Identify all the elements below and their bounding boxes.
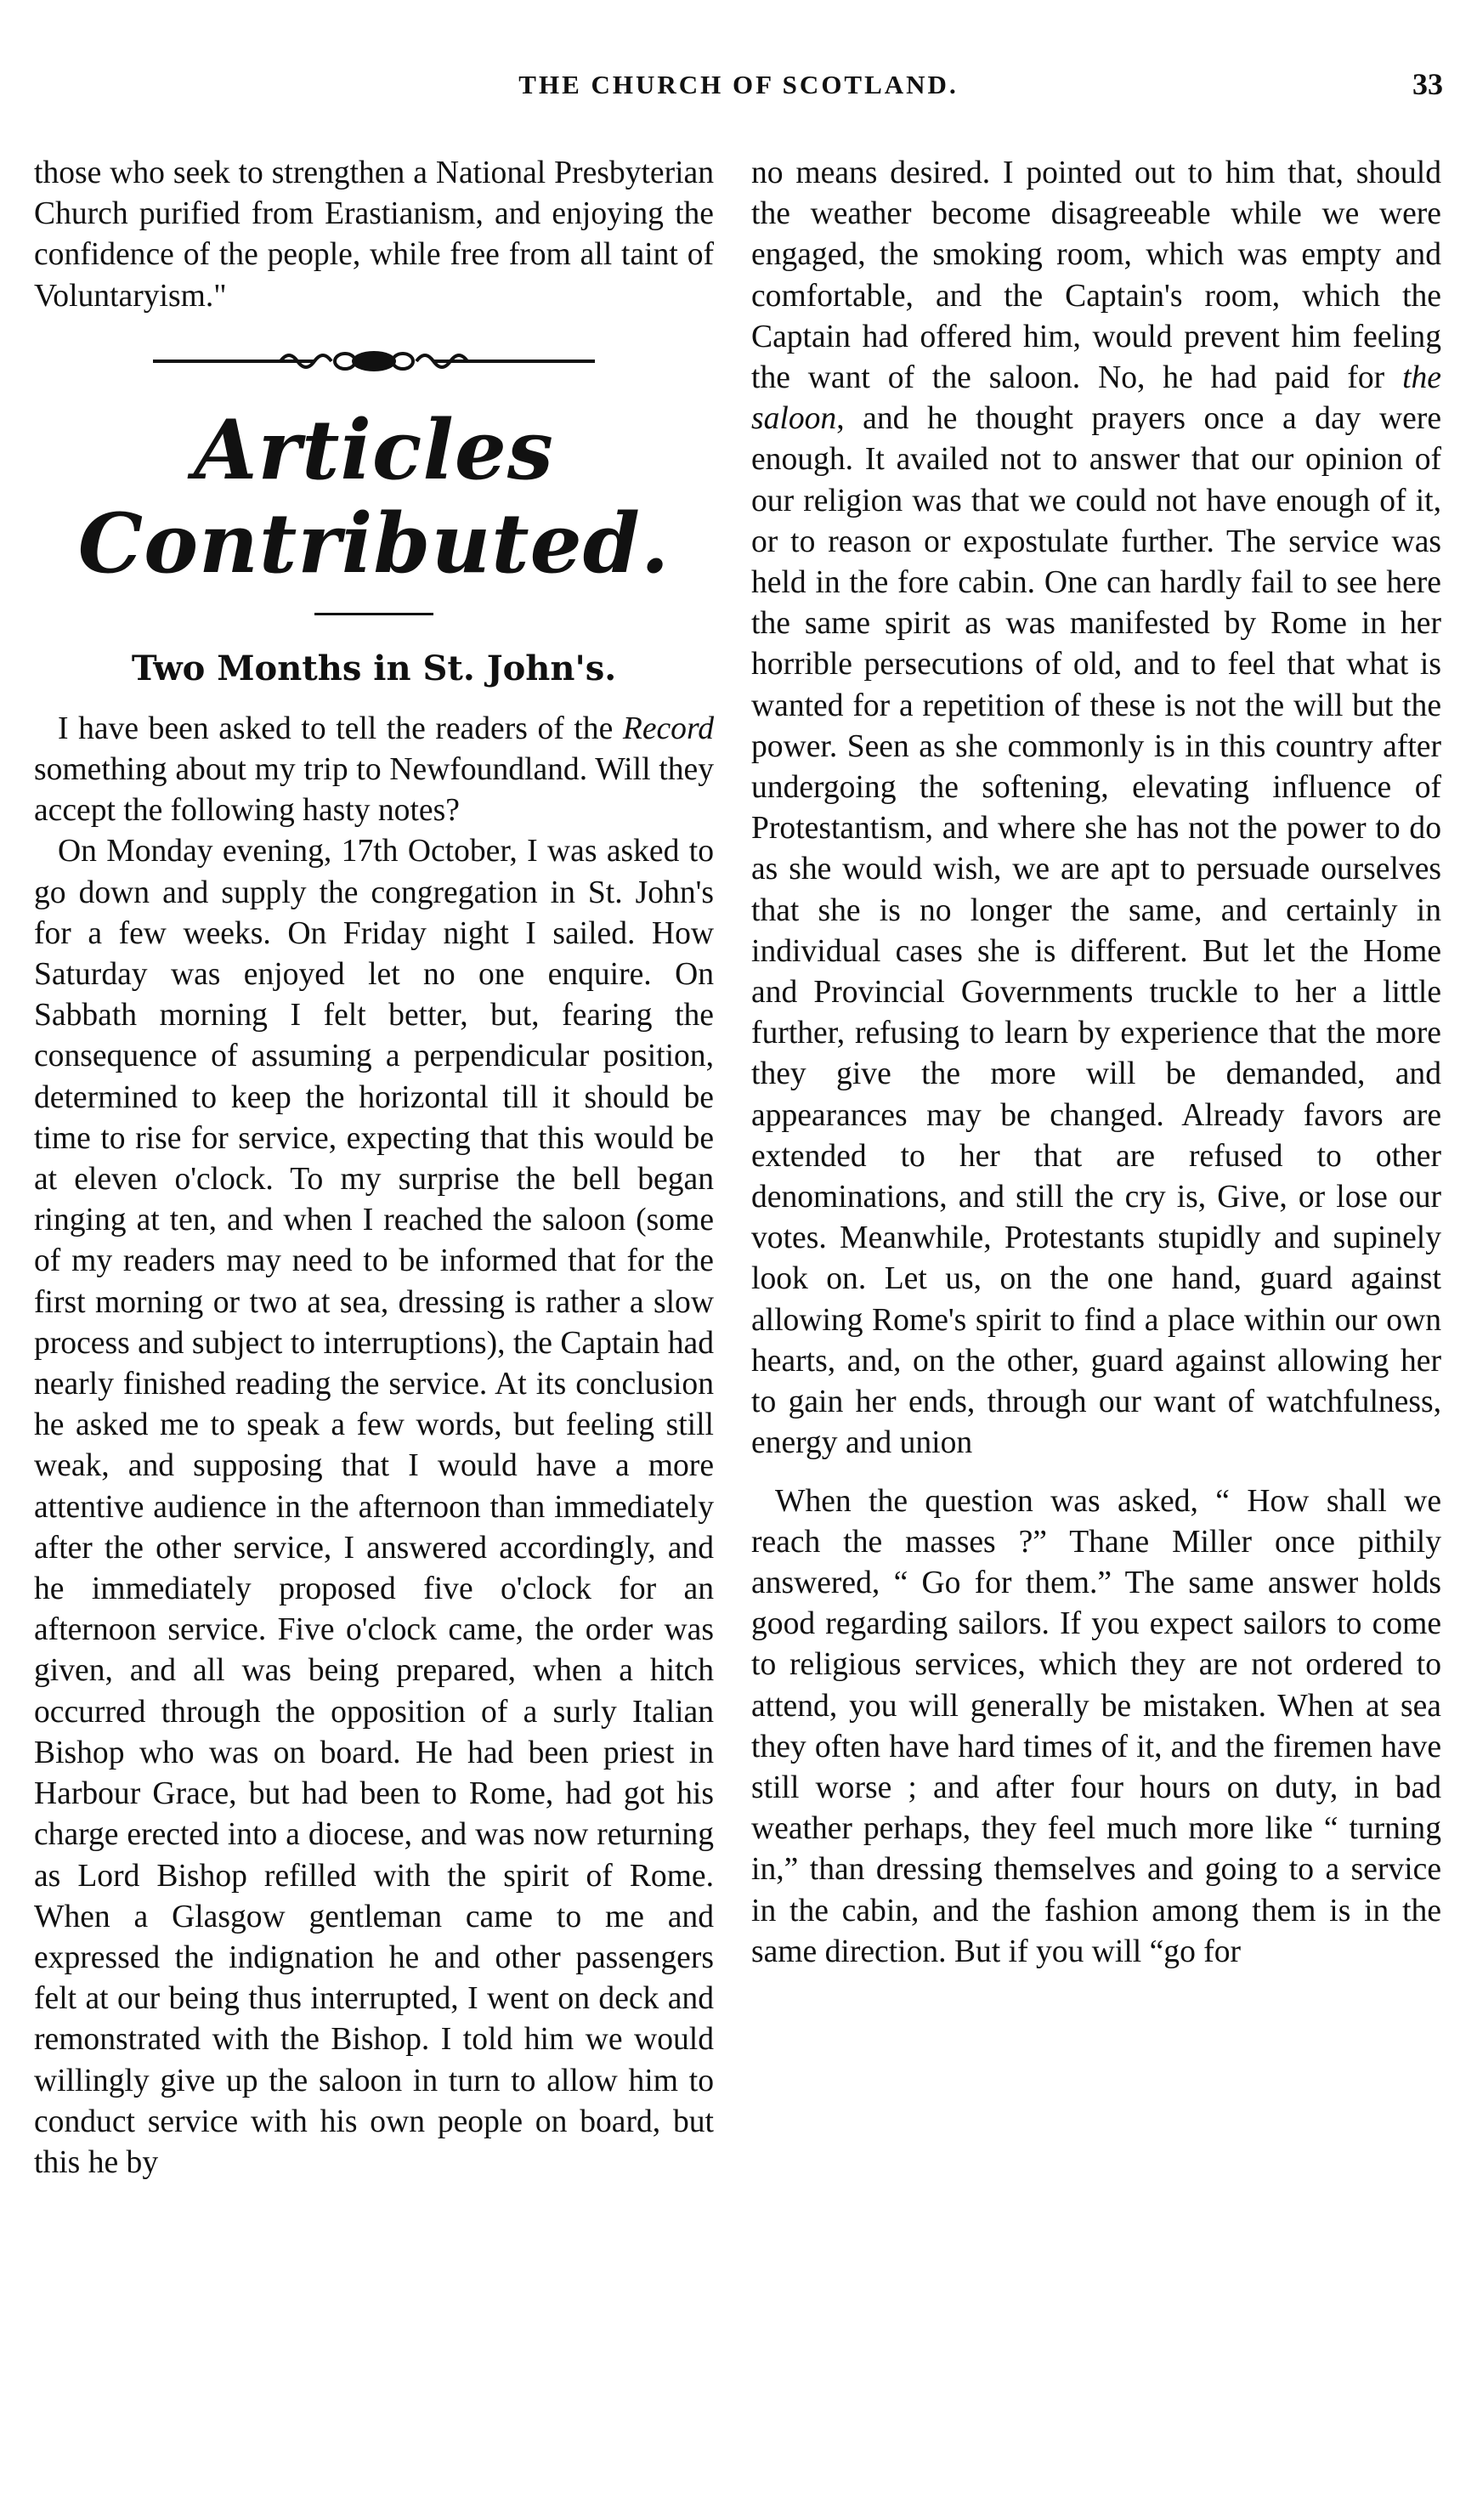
heading-rule (314, 613, 433, 615)
emphasized-term: the saloon (751, 360, 1441, 437)
article-paragraph-4: When the question was asked, “ How shall we reach the masses ?” Thane Miller once pithily answered, “ Go for them.” The same answer holds good regarding sailors. If you expect sailors to come to religious services, which they are not ordered to attend, you will generally be mistaken. When at sea they often have hard times of it, and the firemen have still worse ; and after four hours on duty, in bad weather perhaps, they feel much more like “ turning in,” than dressing themselves and going to a service in the cabin, and the fashion among them is in the same direction. But if you will “go for (751, 1483, 1441, 1969)
article-paragraph-3 (751, 153, 1441, 1464)
paragraph-text: I have been asked to tell the readers of the (58, 711, 623, 746)
section-heading: Articles Contributed. (77, 401, 671, 592)
page-number: 33 (1412, 67, 1443, 101)
right-column (751, 153, 1441, 1973)
emphasized-title: Record (622, 711, 714, 746)
article-title: Two Months in St. John's. (131, 648, 617, 688)
scroll-flourish-icon (153, 344, 595, 378)
paragraph-text: , and he thought prayers once a day were enough. It availed not to answer that our opinion of our religion was that we could not have enough of it, or to reason or expostulate further. The service was held in the fore cabin. One can hardly fail to see here the same spirit as was manifested by Rome in her horrible persecutions of old, and to feel that what is wanted for a repetition of these is not the will but the power. Seen as she commonly is in this country after undergoing the softening, elevating influence of Protestantism, and where she has not the power to do as she would wish, we are apt to persuade ourselves that she is no longer the same, and certainly in individual cases she is different. But let the Home and Provincial Governments truckle to her a little further, refusing to learn by experience that the more they give the more will be demanded, and appearances may be changed. Already favors are extended to her that are refused to other denominations, and still the cry is, Give, or lose our votes. Meanwhile, Protestants stupidly and supinely look on. Let us, on the one hand, guard against allowing Rome's spirit to find a place within our own hearts, and, on the other, guard against allowing her to gain her ends, through our want of watchfulness, energy and union (751, 401, 1441, 1461)
paragraph-text: no means desired. I pointed out to him that, should the weather become disagreeable while we were engaged, the smoking room, which was empty and comfortable, and the Captain's room, which the Captain had offered him, would prevent him feeling the want of the saloon. No, he had paid for (751, 156, 1441, 396)
article-paragraph-2: On Monday evening, 17th October, I was asked to go down and supply the congregation in St. John's for a few weeks. On Friday night I sailed. How Saturday was enjoyed let no one enquire. On Sabbath morning I felt better, but, fearing the consequence of assuming a perpendicular position, determined to keep the horizontal till it should be time to rise for service, expecting that this would be at eleven o'clock. To my surprise the bell began ringing at ten, and when I reached the saloon (some of my readers may need to be informed that for the first morning or two at sea, dressing is rather a slow process and subject to interruptions), the Captain had nearly finished reading the service. At its conclusion he asked me to speak a few words, but feeling still weak, and supposing that I would have a more attentive audience in the afternoon than immediately after the other service, I answered accordingly, and he immediately proposed five o'clock for an afternoon service. Five o'clock came, the order was given, and all was being prepared, when a hitch occurred through the opposition of a surly Italian Bishop who was on board. He had been priest in Harbour Grace, but had been to Rome, had got his charge erected into a diocese, and was now returning as Lord Bishop refilled with the spirit of Rome. When a Glasgow gentleman came to me and expressed the indignation he and other passengers felt at our being thus interrupted, I went on deck and remonstrated with the Bishop. I told him we would willingly give up the saloon in turn to allow him to conduct service with his own people on board, but this he by (34, 834, 714, 2180)
running-head (34, 67, 1443, 121)
running-title: THE CHURCH OF SCOTLAND. (518, 70, 959, 99)
article-paragraph-1 (34, 709, 714, 832)
paragraph-text: something about my trip to Newfoundland. Will they accept the following hasty notes? (34, 752, 714, 829)
opening-paragraph: those who seek to strengthen a National Presbyterian Church purified from Erastianism, and enjoying the confidence of the people, while free from all taint of Voluntaryism." (34, 156, 714, 314)
left-column (34, 153, 714, 2183)
